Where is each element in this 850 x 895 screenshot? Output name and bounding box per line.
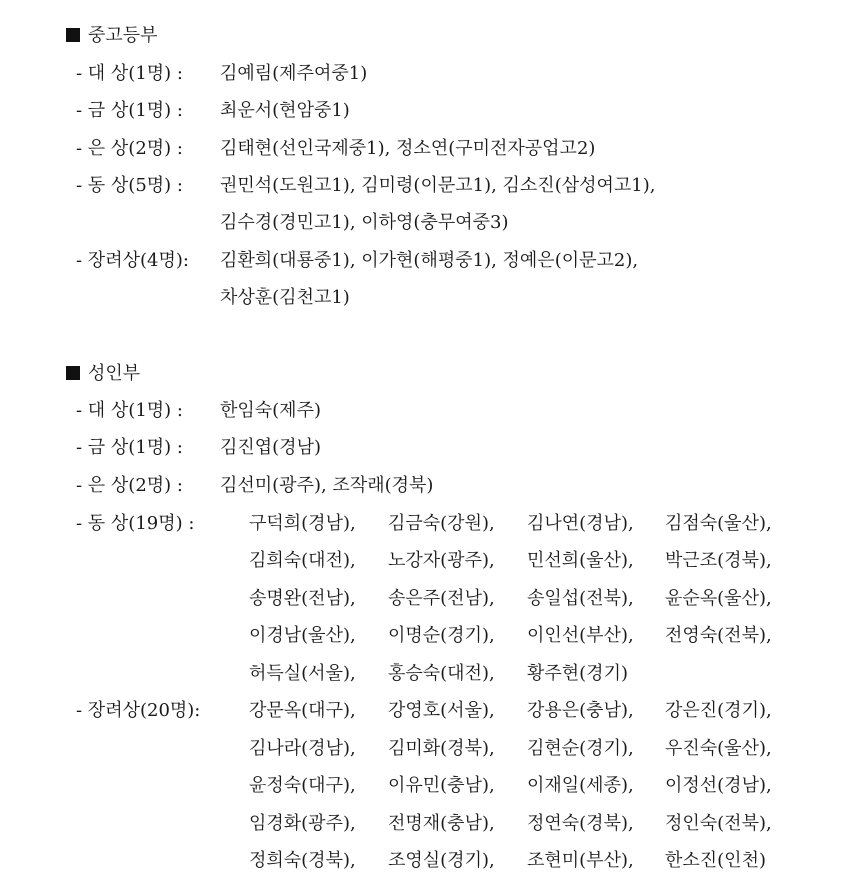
winner-name: 송명완(전남),: [249, 588, 356, 609]
award-label: - 금 상(1명) :: [76, 437, 183, 458]
award-label: - 은 상(2명) :: [76, 138, 183, 159]
winner-name: 김미화(경북),: [388, 738, 495, 759]
winner-name: 이재일(세종),: [527, 775, 634, 796]
winner-name: 허득실(서울),: [249, 663, 356, 684]
winner-name: 윤정숙(대구),: [249, 775, 356, 796]
winner-name: 김현순(경기),: [527, 738, 634, 759]
section-title-adult: [66, 362, 140, 386]
award-label: - 대 상(1명) :: [76, 63, 183, 84]
winner-name: 강영호(서울),: [388, 700, 495, 721]
section-title-middle-high: [66, 24, 158, 48]
winner-name: 윤순옥(울산),: [665, 588, 772, 609]
award-names: 차상훈(김천고1): [220, 287, 350, 308]
winner-name: 조영실(경기),: [388, 850, 495, 871]
award-names: 한임숙(제주): [220, 400, 321, 421]
winner-name: 정희숙(경북),: [249, 850, 356, 871]
award-label: - 동 상(5명) :: [76, 175, 183, 196]
winner-name: 이인선(부산),: [527, 625, 634, 646]
winner-name: 김희숙(대전),: [249, 550, 356, 571]
winner-name: 전명재(충남),: [388, 813, 495, 834]
award-names: 김태현(선인국제중1), 정소연(구미전자공업고2): [220, 138, 596, 159]
winner-name: 민선희(울산),: [527, 550, 634, 571]
winner-name: 김금숙(강원),: [388, 513, 495, 534]
award-label: - 동 상(19명) :: [76, 513, 195, 534]
winner-name: 한소진(인천): [665, 850, 766, 871]
award-names: 김선미(광주), 조작래(경북): [220, 475, 434, 496]
winner-name: 홍승숙(대전),: [388, 663, 495, 684]
winner-name: 강은진(경기),: [665, 700, 772, 721]
section-title-text: 성인부: [88, 363, 141, 384]
winner-name: 송은주(전남),: [388, 588, 495, 609]
winner-name: 강문옥(대구),: [249, 700, 356, 721]
section-title-text: 중고등부: [88, 25, 158, 46]
award-names: 최운서(현암중1): [220, 100, 350, 121]
winner-name: 노강자(광주),: [388, 550, 495, 571]
award-label: - 장려상(20명):: [76, 700, 201, 721]
winner-name: 우진숙(울산),: [665, 738, 772, 759]
winner-name: 박근조(경북),: [665, 550, 772, 571]
winner-name: 이유민(충남),: [388, 775, 495, 796]
winner-name: 송일섭(전북),: [527, 588, 634, 609]
winner-name: 정인숙(전북),: [665, 813, 772, 834]
winner-name: 조현미(부산),: [527, 850, 634, 871]
winner-name: 김나연(경남),: [527, 513, 634, 534]
award-names: 김환희(대룡중1), 이가현(해평중1), 정예은(이문고2),: [220, 250, 639, 271]
winner-name: 구덕희(경남),: [249, 513, 356, 534]
award-label: - 대 상(1명) :: [76, 400, 183, 421]
award-label: - 장려상(4명):: [76, 250, 189, 271]
award-names: 권민석(도원고1), 김미령(이문고1), 김소진(삼성여고1),: [220, 175, 656, 196]
winner-name: 황주현(경기): [527, 663, 628, 684]
winner-name: 이경남(울산),: [249, 625, 356, 646]
award-names: 김예림(제주여중1): [220, 63, 368, 84]
black-square-bullet-icon: [66, 366, 80, 380]
winner-name: 임경화(광주),: [249, 813, 356, 834]
winner-name: 김점숙(울산),: [665, 513, 772, 534]
award-label: - 은 상(2명) :: [76, 475, 183, 496]
award-label: - 금 상(1명) :: [76, 100, 183, 121]
award-names: 김진엽(경남): [220, 437, 321, 458]
winner-name: 이정선(경남),: [665, 775, 772, 796]
award-names: 김수경(경민고1), 이하영(충무여중3): [220, 212, 509, 233]
winner-name: 이명순(경기),: [388, 625, 495, 646]
winner-name: 전영숙(전북),: [665, 625, 772, 646]
winner-name: 강용은(충남),: [527, 700, 634, 721]
winner-name: 정연숙(경북),: [527, 813, 634, 834]
winner-name: 김나라(경남),: [249, 738, 356, 759]
black-square-bullet-icon: [66, 28, 80, 42]
